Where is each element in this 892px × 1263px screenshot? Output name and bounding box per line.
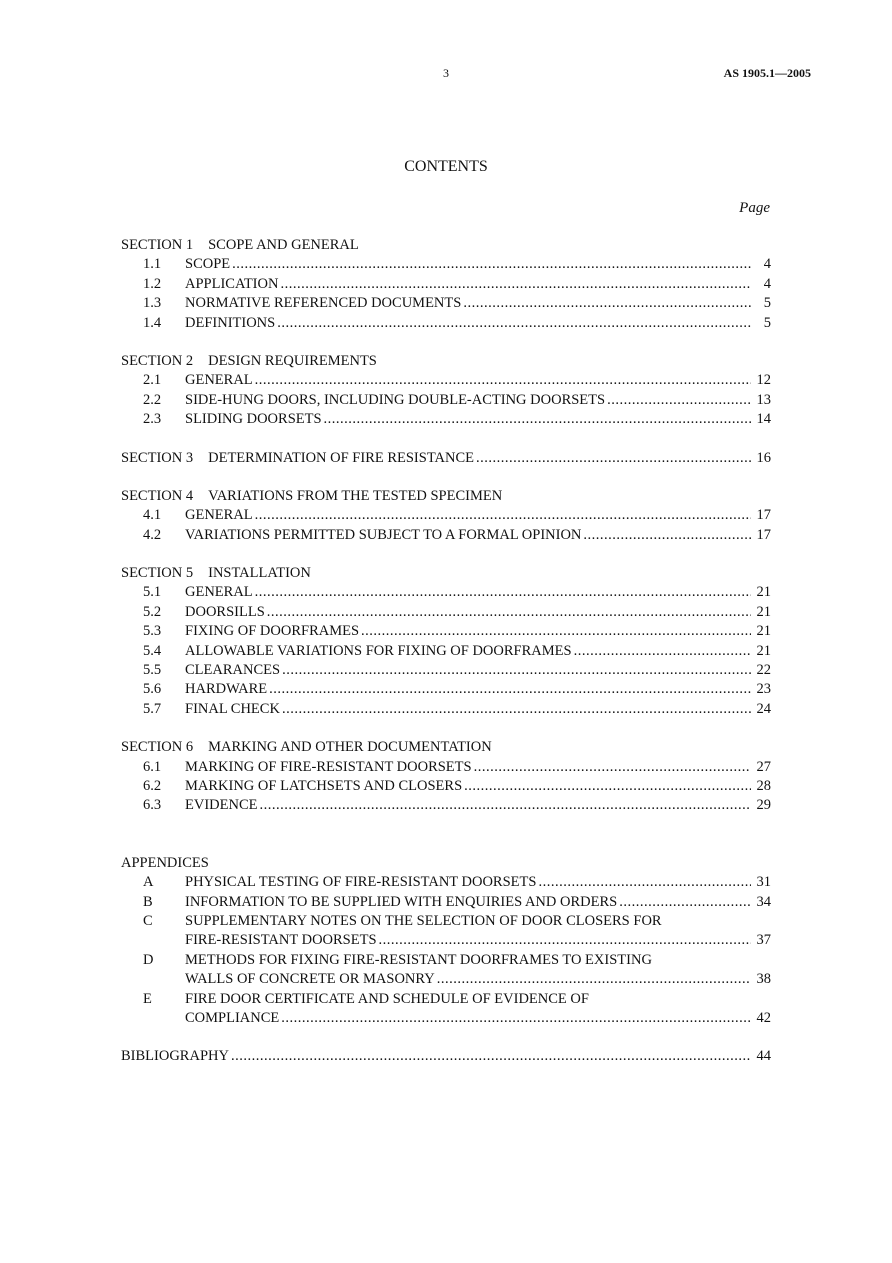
entry-number: 4.2: [143, 526, 162, 543]
leader-dots: [277, 314, 751, 333]
entry-number: 1.2: [143, 275, 162, 292]
entry-title: FIRE-RESISTANT DOORSETS: [185, 932, 377, 949]
section-title: MARKING AND OTHER DOCUMENTATION: [208, 739, 492, 756]
toc-entry: [121, 970, 771, 989]
page-ref: 12: [756, 372, 771, 389]
leader-dots: [379, 931, 751, 950]
toc-entry: [121, 951, 771, 970]
leader-dots: [583, 526, 751, 545]
toc-entry: [121, 777, 771, 796]
entry-number: 6.3: [143, 797, 162, 814]
section-heading-text: [121, 449, 474, 468]
page-ref: 23: [756, 681, 771, 698]
entry-number: 6.2: [143, 777, 162, 794]
page-ref: 31: [756, 874, 771, 891]
contents-title: CONTENTS: [404, 158, 488, 175]
page-ref: 17: [756, 526, 771, 543]
leader-dots: [281, 1009, 751, 1028]
toc-entry: [121, 410, 771, 429]
entry-title: HARDWARE: [185, 681, 268, 698]
toc-section-group: [121, 449, 771, 468]
entry-title: WALLS OF CONCRETE OR MASONRY: [185, 971, 435, 988]
leader-dots: [255, 506, 751, 525]
page-ref: 44: [756, 1048, 771, 1065]
entry-title: METHODS FOR FIXING FIRE-RESISTANT DOORFRAMES TO EXISTING: [185, 951, 652, 968]
leader-dots: [463, 294, 751, 313]
page-ref: 5: [763, 295, 771, 312]
leader-dots: [280, 275, 751, 294]
toc-entry: [121, 642, 771, 661]
leader-dots: [232, 255, 751, 274]
entry-number: 6.1: [143, 758, 162, 775]
entry-number: A: [143, 874, 154, 891]
page-ref: 4: [763, 275, 771, 292]
entry-number: 4.1: [143, 507, 162, 524]
page-ref: 13: [756, 391, 771, 408]
entry-title: MARKING OF FIRE-RESISTANT DOORSETS: [185, 758, 472, 775]
page-ref: 24: [756, 700, 771, 717]
entry-title: FINAL CHECK: [185, 700, 280, 717]
section-heading-text: [121, 738, 492, 757]
leader-dots: [282, 661, 751, 680]
toc-entry: [121, 1009, 771, 1028]
toc-section-heading: [121, 738, 771, 757]
toc-section-heading: [121, 854, 771, 873]
section-heading-text: [121, 487, 502, 506]
entry-title: NORMATIVE REFERENCED DOCUMENTS: [185, 295, 462, 312]
section-title: SCOPE AND GENERAL: [208, 237, 359, 253]
page-ref: 22: [756, 662, 771, 679]
bibliography-title: BIBLIOGRAPHY: [121, 1048, 229, 1065]
entry-title: EVIDENCE: [185, 797, 258, 814]
entry-number: 1.4: [143, 314, 162, 331]
page-ref: 14: [756, 411, 771, 428]
toc-section-heading: [121, 564, 771, 583]
entry-title: MARKING OF LATCHSETS AND CLOSERS: [185, 777, 463, 794]
leader-dots: [267, 603, 751, 622]
page-column-label: Page: [739, 200, 770, 216]
page-number: 3: [443, 66, 449, 80]
page-ref: 16: [756, 449, 771, 466]
toc-entry: [121, 622, 771, 641]
toc-entry: [121, 583, 771, 602]
toc-section-group: [121, 854, 771, 1029]
entry-title: SUPPLEMENTARY NOTES ON THE SELECTION OF DOOR CLOSERS FOR: [185, 912, 662, 929]
leader-dots: [282, 700, 751, 719]
leader-dots: [324, 410, 751, 429]
section-title: APPENDICES: [121, 854, 209, 871]
entry-title: GENERAL: [185, 584, 253, 601]
section-heading-text: [121, 352, 377, 371]
entry-title: COMPLIANCE: [185, 1009, 280, 1026]
page-ref: 21: [756, 623, 771, 640]
entry-number: C: [143, 912, 153, 929]
toc-entry: [121, 275, 771, 294]
toc-entry: [121, 314, 771, 333]
entry-title: SIDE-HUNG DOORS, INCLUDING DOUBLE-ACTING DOORSETS: [185, 391, 606, 408]
toc-entry: [121, 371, 771, 390]
leader-dots: [574, 642, 751, 661]
toc-entry: [121, 990, 771, 1009]
leader-dots: [476, 449, 751, 468]
toc-entry: [121, 526, 771, 545]
section-title: DESIGN REQUIREMENTS: [208, 352, 377, 369]
entry-number: E: [143, 990, 152, 1007]
page-ref: 27: [756, 758, 771, 775]
page-ref: 21: [756, 603, 771, 620]
section-heading-text: [121, 854, 209, 873]
toc-entry: [121, 680, 771, 699]
entry-title: CLEARANCES: [185, 662, 281, 679]
entry-number: 2.3: [143, 411, 162, 428]
page-ref: 37: [756, 932, 771, 949]
toc-entry: [121, 294, 771, 313]
toc-section-group: [121, 487, 771, 545]
toc-section-group: [121, 352, 771, 430]
toc-section-heading: [121, 449, 771, 468]
section-label: SECTION 4: [121, 487, 194, 504]
entry-number: 1.3: [143, 295, 162, 312]
entry-title: GENERAL: [185, 507, 253, 524]
page-ref: 17: [756, 507, 771, 524]
toc-entry: [121, 758, 771, 777]
page-ref: 29: [756, 797, 771, 814]
section-label: SECTION 6: [121, 739, 194, 756]
leader-dots: [269, 680, 751, 699]
leader-dots: [607, 391, 751, 410]
page-ref: 42: [756, 1009, 771, 1026]
entry-number: 2.2: [143, 391, 162, 408]
section-title: INSTALLATION: [208, 565, 311, 582]
section-title: DETERMINATION OF FIRE RESISTANCE: [208, 449, 474, 466]
page-ref: 21: [756, 584, 771, 601]
toc-entry: [121, 661, 771, 680]
entry-number: 5.5: [143, 662, 162, 679]
toc-entry: [121, 931, 771, 950]
leader-dots: [437, 970, 751, 989]
page-ref: 5: [763, 314, 771, 331]
entry-title: ALLOWABLE VARIATIONS FOR FIXING OF DOORFRAMES: [185, 642, 572, 659]
toc-entry: [121, 796, 771, 815]
entry-number: 5.4: [143, 642, 162, 659]
toc-bibliography: [121, 1047, 771, 1066]
section-label: SECTION 2: [121, 352, 194, 369]
entry-number: 5.6: [143, 681, 162, 698]
entry-number: B: [143, 893, 153, 910]
leader-dots: [538, 873, 751, 892]
leader-dots: [474, 758, 751, 777]
toc-entry: [121, 912, 771, 931]
leader-dots: [255, 371, 751, 390]
section-heading-text: [121, 564, 311, 583]
toc-entry: [121, 700, 771, 719]
entry-title: FIXING OF DOORFRAMES: [185, 623, 360, 640]
entry-title: DOORSILLS: [185, 603, 265, 620]
entry-title: PHYSICAL TESTING OF FIRE-RESISTANT DOORSETS: [185, 874, 537, 891]
page-ref: 28: [756, 777, 771, 794]
toc-entry: [121, 506, 771, 525]
entry-title: APPLICATION: [185, 275, 279, 292]
document-code: AS 1905.1—2005: [723, 66, 811, 80]
entry-number: 5.2: [143, 603, 162, 620]
toc-entry: [121, 893, 771, 912]
toc-entry: [121, 873, 771, 892]
entry-title: SLIDING DOORSETS: [185, 411, 322, 428]
toc-entry: [121, 603, 771, 622]
entry-title: FIRE DOOR CERTIFICATE AND SCHEDULE OF EVIDENCE OF: [185, 990, 589, 1007]
entry-title: INFORMATION TO BE SUPPLIED WITH ENQUIRIES AND ORDERS: [185, 893, 618, 910]
entry-number: 5.7: [143, 700, 162, 717]
page-ref: 34: [756, 893, 771, 910]
leader-dots: [361, 622, 751, 641]
section-heading-text: [121, 236, 359, 255]
entry-title: VARIATIONS PERMITTED SUBJECT TO A FORMAL OPINION: [185, 526, 582, 543]
toc-entry: [121, 391, 771, 410]
entry-number: 5.1: [143, 584, 162, 601]
entry-number: 5.3: [143, 623, 162, 640]
entry-title: SCOPE: [185, 256, 231, 273]
section-label: SECTION 5: [121, 565, 194, 582]
table-of-contents: [121, 236, 771, 1067]
leader-dots: [260, 796, 752, 815]
toc-section-group: [121, 738, 771, 816]
section-label: SECTION 1: [121, 237, 194, 253]
page-ref: 38: [756, 971, 771, 988]
entry-title: DEFINITIONS: [185, 314, 276, 331]
toc-section-group: [121, 236, 771, 333]
leader-dots: [255, 583, 751, 602]
toc-section-group: [121, 564, 771, 719]
page-ref: 21: [756, 642, 771, 659]
toc-section-heading: [121, 487, 771, 506]
entry-number: 2.1: [143, 372, 162, 389]
entry-number: D: [143, 951, 154, 968]
section-label: SECTION 3: [121, 449, 194, 466]
entry-number: 1.1: [143, 256, 162, 273]
toc-entry: [121, 255, 771, 274]
page-ref: 4: [763, 256, 771, 273]
entry-title: GENERAL: [185, 372, 253, 389]
section-title: VARIATIONS FROM THE TESTED SPECIMEN: [208, 487, 503, 504]
leader-dots: [464, 777, 751, 796]
toc-section-heading: [121, 236, 771, 255]
toc-section-heading: [121, 352, 771, 371]
leader-dots: [231, 1047, 751, 1066]
leader-dots: [619, 893, 751, 912]
